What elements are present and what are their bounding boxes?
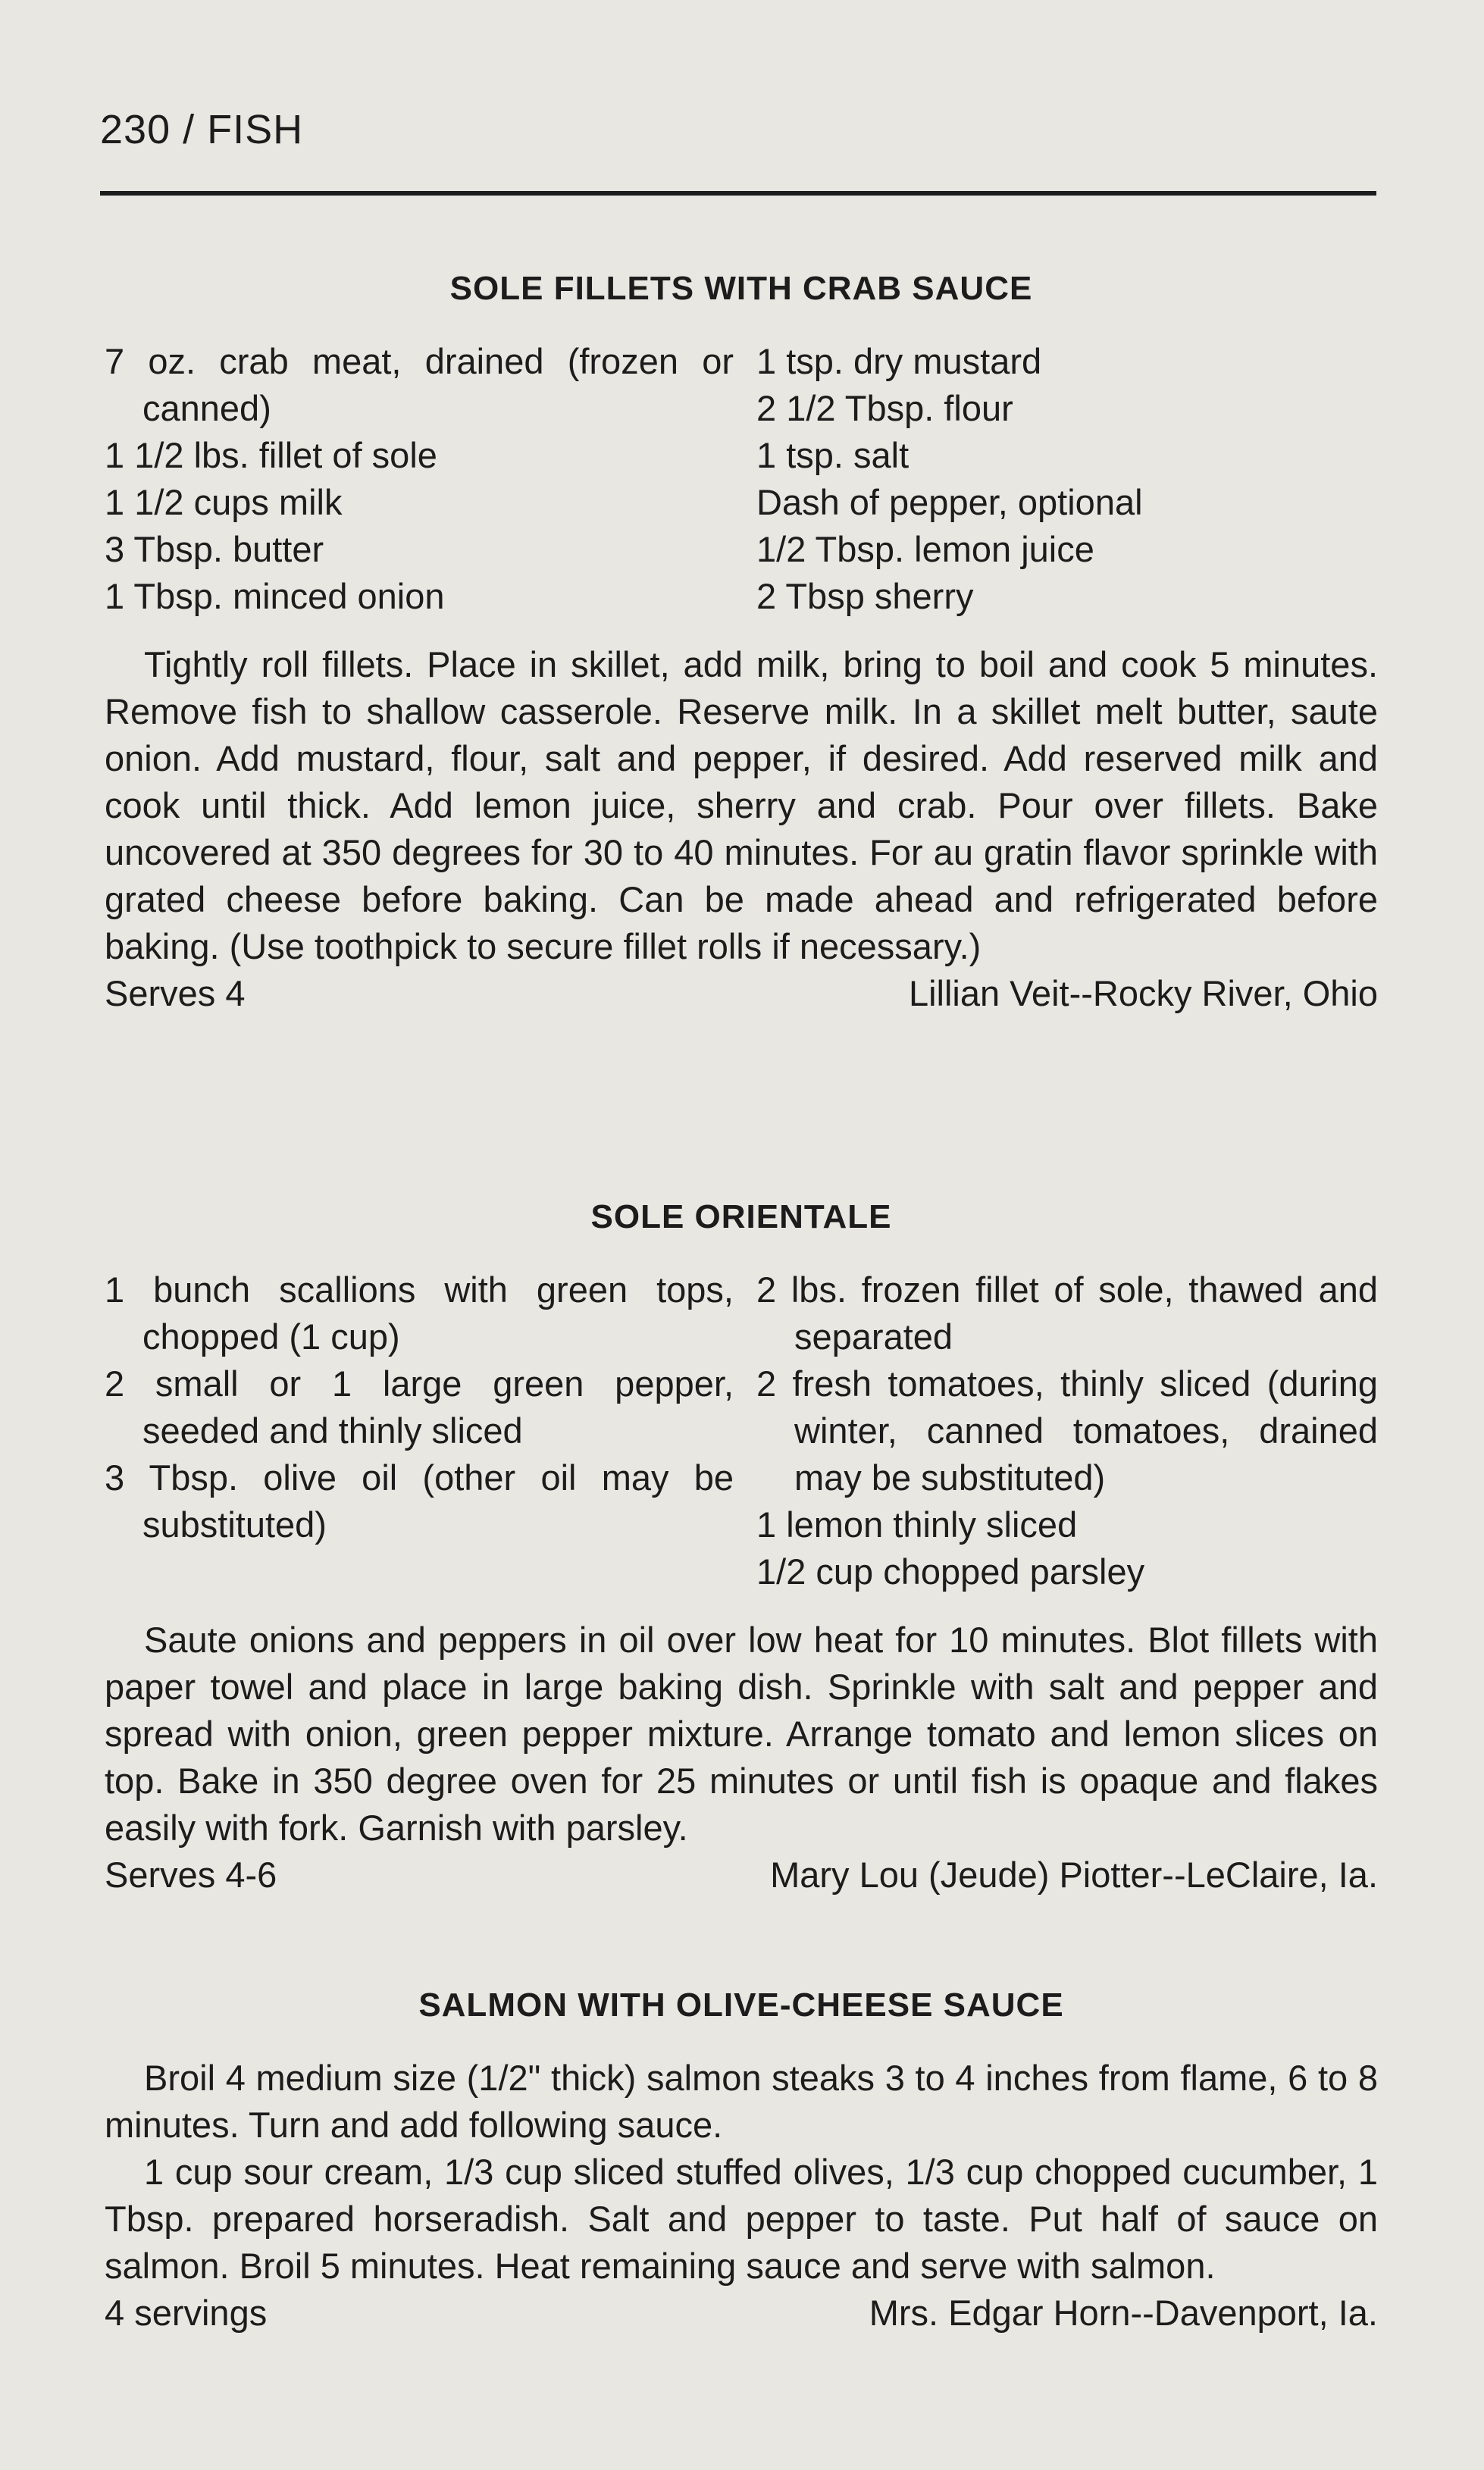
recipe-footer <box>105 1852 1378 1899</box>
serves: Serves 4-6 <box>105 1855 277 1895</box>
ingredient: 3 Tbsp. olive oil (other oil may be substituted) <box>105 1457 734 1545</box>
directions-paragraph: Saute onions and peppers in oil over low heat for 10 minutes. Blot fillets with paper towel and place in large baking dish. Sprinkle with salt and pepper and spread with onion, green pepper mixture. Arrange tomato and lemon slices on top. Bake in 350 degree oven for 25 minutes or until fish is opaque and flakes easily with fork. Garnish with parsley. <box>105 1620 1378 1848</box>
ingredients-left <box>105 338 734 620</box>
ingredient: 1 Tbsp. minced onion <box>105 576 445 616</box>
recipe-title: SOLE FILLETS WITH CRAB SAUCE <box>449 270 1033 307</box>
recipe-title: SALMON WITH OLIVE-CHEESE SAUCE <box>418 1986 1064 2024</box>
ingredient: 1 1/2 lbs. fillet of sole <box>105 435 437 475</box>
directions-paragraph: Tightly roll fillets. Place in skillet, add milk, bring to boil and cook 5 minutes. Remove fish to shallow casserole. Reserve milk. In a skillet melt butter, saute onion. Add mustard, flour, salt and pepper, if desired. Add reserved milk and cook until thick. Add lemon juice, sherry and crab. Pour over fillets. Bake uncovered at 350 degrees for 30 to 40 minutes. For au gratin flavor sprinkle with grated cheese before baking. Can be made ahead and refrigerated before baking. (Use toothpick to secure fillet rolls if necessary.) <box>105 644 1378 966</box>
ingredient: 2 small or 1 large green pepper, seeded and thinly sliced <box>105 1363 734 1451</box>
contributor: Mary Lou (Jeude) Piotter--LeClaire, Ia. <box>770 1855 1378 1895</box>
recipe-salmon <box>105 1982 1378 2337</box>
ingredients <box>105 1266 1378 1595</box>
serves: 4 servings <box>105 2293 268 2333</box>
directions <box>105 1617 1378 1852</box>
directions-paragraph: 1 cup sour cream, 1/3 cup sliced stuffed olives, 1/3 cup chopped cucumber, 1 Tbsp. prepared horseradish. Salt and pepper to taste. Put half of sauce on salmon. Broil 5 minutes. Heat remaining sauce and serve with salmon. <box>105 2152 1378 2286</box>
ingredient: 1/2 cup chopped parsley <box>756 1551 1145 1592</box>
ingredient: 3 Tbsp. butter <box>105 529 324 569</box>
ingredient: 1/2 Tbsp. lemon juice <box>756 529 1094 569</box>
ingredient: Dash of pepper, optional <box>756 482 1143 522</box>
page-header: 230 / FISH <box>100 107 304 152</box>
ingredient: 1 lemon thinly sliced <box>756 1504 1078 1545</box>
recipe-footer <box>105 970 1378 1017</box>
directions <box>105 2055 1378 2290</box>
directions <box>105 641 1378 970</box>
ingredients-right <box>756 1266 1378 1595</box>
ingredient: 1 1/2 cups milk <box>105 482 343 522</box>
ingredient: 7 oz. crab meat, drained (frozen or canned) <box>105 341 734 428</box>
header-rule <box>100 191 1376 196</box>
ingredient: 2 Tbsp sherry <box>756 576 974 616</box>
directions-paragraph: Broil 4 medium size (1/2" thick) salmon steaks 3 to 4 inches from flame, 6 to 8 minutes. Turn and add following sauce. <box>105 2058 1378 2145</box>
ingredient: 1 tsp. salt <box>756 435 909 475</box>
contributor: Mrs. Edgar Horn--Davenport, Ia. <box>869 2293 1378 2333</box>
recipe-footer <box>105 2290 1378 2337</box>
ingredients-right <box>756 338 1378 620</box>
recipe-sole-orientale <box>105 1194 1378 1899</box>
contributor: Lillian Veit--Rocky River, Ohio <box>908 973 1378 1013</box>
ingredient: 2 1/2 Tbsp. flour <box>756 388 1013 428</box>
recipe-sole-fillets <box>105 265 1378 1017</box>
ingredient: 1 tsp. dry mustard <box>756 341 1042 381</box>
ingredient: 1 bunch scallions with green tops, chopped (1 cup) <box>105 1269 734 1357</box>
ingredients-left <box>105 1266 734 1595</box>
serves: Serves 4 <box>105 973 246 1013</box>
ingredient: 2 fresh tomatoes, thinly sliced (during winter, canned tomatoes, drained may be substituted) <box>756 1363 1378 1498</box>
ingredient: 2 lbs. frozen fillet of sole, thawed and separated <box>756 1269 1378 1357</box>
ingredients <box>105 338 1378 620</box>
recipe-title: SOLE ORIENTALE <box>590 1198 892 1235</box>
